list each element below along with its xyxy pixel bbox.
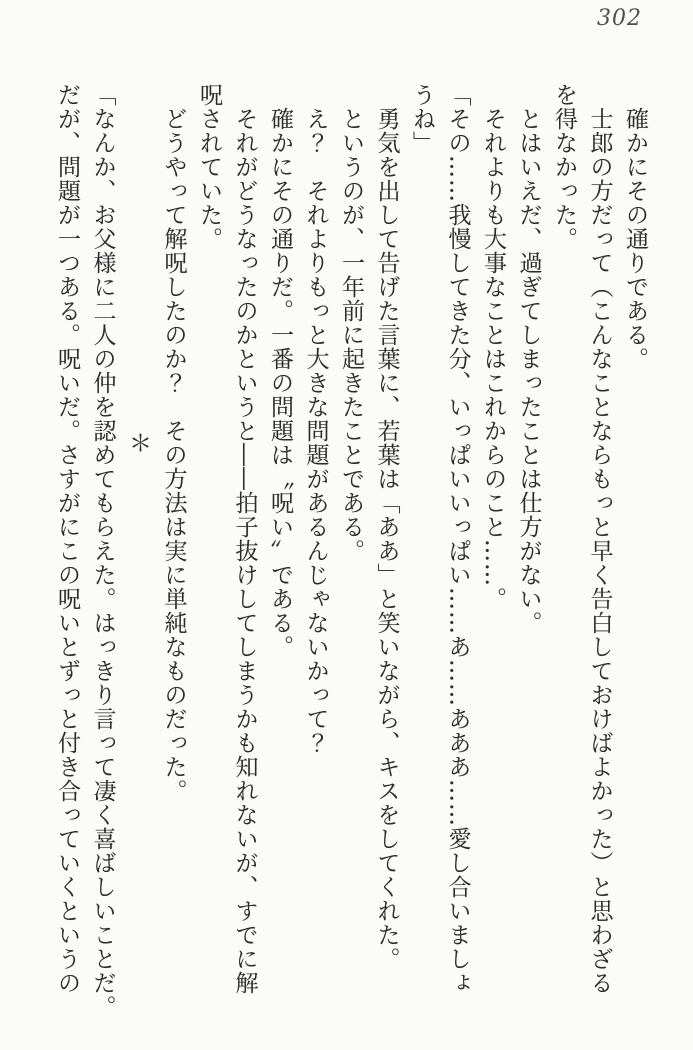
- text-line: どうやって解呪したのか？ その方法は実に単純なものだった。: [160, 107, 187, 803]
- text-line: 確かにその通りである。: [622, 107, 648, 371]
- text-line: 確かにその通りだ。一番の問題は〝呪い〟である。: [267, 107, 293, 659]
- text-line: というのが、一年前に起きたことである。: [338, 107, 364, 563]
- text-line: を得なかった。: [551, 83, 577, 251]
- text-line: 勇気を出して告げた言葉に、若葉は「ああ」と笑いながら、キスをしてくれた。: [373, 107, 400, 971]
- text-body: [49, 83, 653, 1019]
- text-line: え？ それよりもっと大きな問題があるんじゃないかって？: [302, 107, 329, 755]
- text-line-dialogue: うね」: [409, 83, 435, 155]
- text-line: それがどうなったのかというと――拍子抜けしてしまうかも知れないが、すでに解: [231, 107, 258, 995]
- text-line-dialogue: 「その……我慢してきた分、いっぱいいっぱい……あ……あああ……愛し合いましょ: [444, 83, 471, 995]
- text-line: 呪されていた。: [196, 83, 222, 251]
- text-line: それよりも大事なことはこれからのこと……。: [480, 107, 506, 611]
- text-line-dialogue: だが、問題が一つある。呪いだ。さすがにこの呪いとずっと付き合っていくというの: [54, 83, 80, 995]
- text-line-dialogue: 「なんか、お父様に二人の仲を認めてもらえた。はっきり言って凄く喜ばしいことだ。: [89, 83, 116, 1019]
- page-number: 302: [597, 6, 642, 31]
- section-divider-star: ＊: [125, 431, 151, 455]
- text-line: 士郎の方だって（こんなことならもっと早く告白しておけばよかった）と思わざる: [586, 107, 613, 995]
- text-line: とはいえだ、過ぎてしまったことは仕方がない。: [515, 107, 542, 635]
